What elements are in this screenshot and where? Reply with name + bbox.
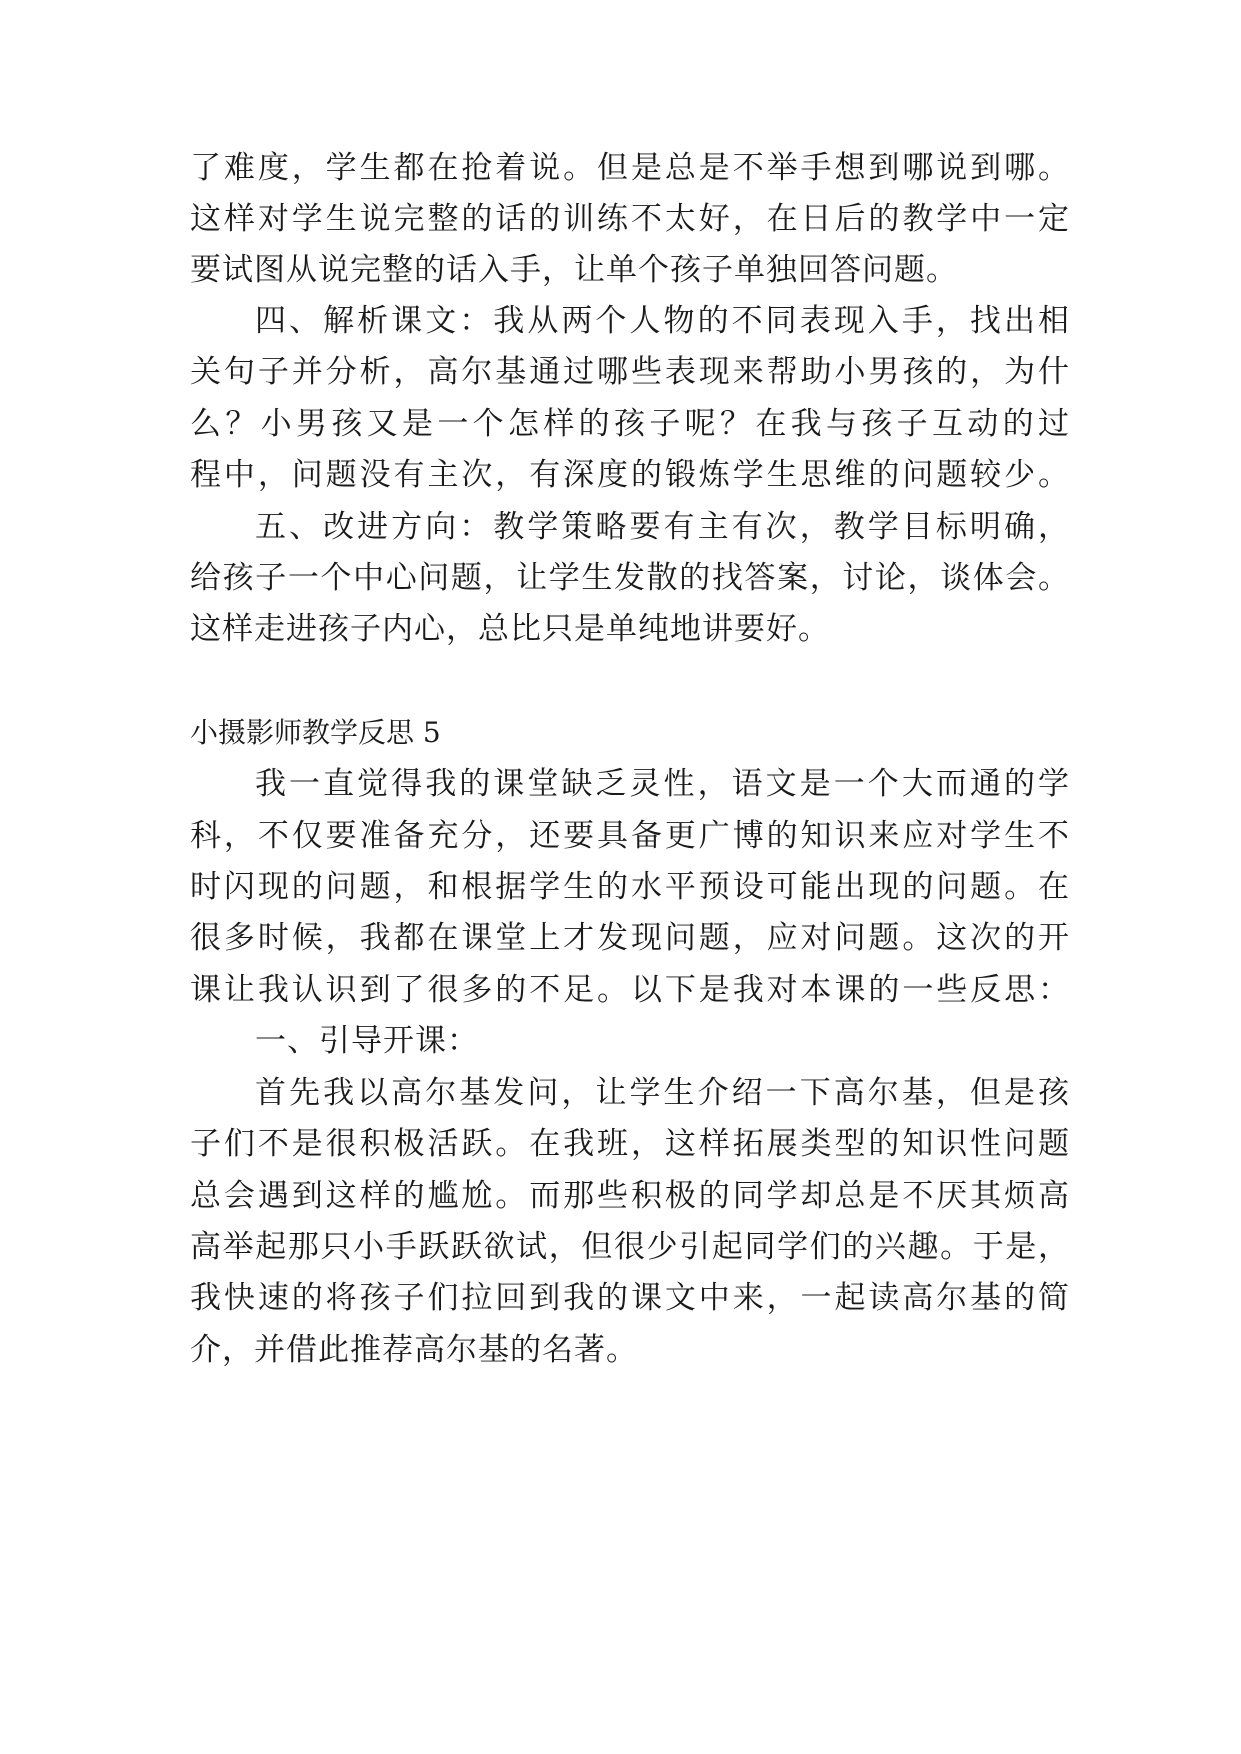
paragraph-line: 程中，问题没有主次，有深度的锻炼学生思维的问题较少。 [190,457,1070,493]
paragraph-line: 介，并借此推荐高尔基的名著。 [190,1332,638,1368]
paragraph-line: 这样对学生说完整的话的训练不太好，在日后的教学中一定 [190,201,1070,237]
paragraph-line: 子们不是很积极活跃。在我班，这样拓展类型的知识性问题 [190,1126,1070,1162]
paragraph-line: 么？小男孩又是一个怎样的孩子呢？在我与孩子互动的过 [190,406,1070,442]
paragraph-line: 高举起那只小手跃跃欲试，但很少引起同学们的兴趣。于是， [190,1229,1070,1265]
paragraph-line: 课让我认识到了很多的不足。以下是我对本课的一些反思： [190,972,1070,1008]
paragraph-line: 给孩子一个中心问题，让学生发散的找答案，讨论，谈体会。 [190,560,1070,596]
paragraph-line: 很多时候，我都在课堂上才发现问题，应对问题。这次的开 [190,920,1070,956]
paragraph-line: 五、改进方向：教学策略要有主有次，教学目标明确， [255,509,1070,545]
paragraph-line: 时闪现的问题，和根据学生的水平预设可能出现的问题。在 [190,869,1070,905]
paragraph-line: 四、解析课文：我从两个人物的不同表现入手，找出相 [255,303,1070,339]
section-heading: 小摄影师教学反思 5 [190,716,441,749]
paragraph-line: 科，不仅要准备充分，还要具备更广博的知识来应对学生不 [190,818,1070,854]
paragraph-line: 关句子并分析，高尔基通过哪些表现来帮助小男孩的，为什 [190,354,1070,390]
paragraph-line: 要试图从说完整的话入手，让单个孩子单独回答问题。 [190,252,958,288]
paragraph-line: 这样走进孩子内心，总比只是单纯地讲要好。 [190,611,830,647]
paragraph-line: 了难度，学生都在抢着说。但是总是不举手想到哪说到哪。 [190,150,1070,186]
paragraph-line: 一、引导开课： [255,1023,479,1059]
paragraph-line: 我一直觉得我的课堂缺乏灵性，语文是一个大而通的学 [255,766,1070,802]
paragraph-line: 首先我以高尔基发问，让学生介绍一下高尔基，但是孩 [255,1075,1070,1111]
paragraph-line: 总会遇到这样的尴尬。而那些积极的同学却总是不厌其烦高 [190,1178,1070,1214]
paragraph-line: 我快速的将孩子们拉回到我的课文中来，一起读高尔基的简 [190,1280,1070,1316]
